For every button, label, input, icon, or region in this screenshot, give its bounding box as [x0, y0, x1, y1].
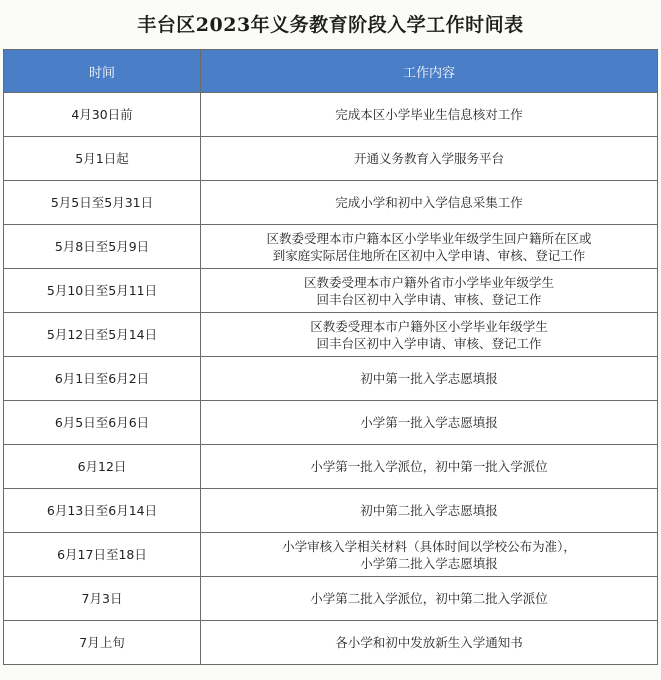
time-cell: 6月1日至6月2日: [4, 357, 201, 401]
table-row: [4, 137, 658, 181]
task-line: 回丰台区初中入学申请、审核、登记工作: [316, 335, 542, 351]
task-cell: [201, 357, 658, 401]
table-row: [4, 577, 658, 621]
table-body: [4, 93, 658, 665]
task-cell: [201, 577, 658, 621]
task-cell: [201, 313, 658, 357]
task-line: 小学第一批入学派位，初中第一批入学派位: [310, 459, 548, 474]
page-title: 丰台区2023年义务教育阶段入学工作时间表: [137, 14, 524, 36]
table-row: [4, 181, 658, 225]
task-cell: [201, 621, 658, 665]
column-header-task: 工作内容: [201, 50, 658, 93]
task-line: 完成本区小学毕业生信息核对工作: [335, 107, 523, 122]
task-cell: [201, 225, 658, 269]
task-line: 小学第二批入学志愿填报: [360, 555, 498, 571]
time-cell: 6月5日至6月6日: [4, 401, 201, 445]
task-line: 初中第一批入学志愿填报: [360, 371, 498, 386]
task-cell: [201, 533, 658, 577]
time-cell: 6月13日至6月14日: [4, 489, 201, 533]
task-line: 到家庭实际居住地所在区初中入学申请、审核、登记工作: [272, 247, 586, 263]
task-line: 小学第一批入学志愿填报: [360, 415, 498, 430]
column-header-time: 时间: [4, 50, 201, 93]
table-row: [4, 401, 658, 445]
time-cell: 5月1日起: [4, 137, 201, 181]
time-cell: 5月10日至5月11日: [4, 269, 201, 313]
task-cell: [201, 489, 658, 533]
task-cell: [201, 401, 658, 445]
time-cell: 6月12日: [4, 445, 201, 489]
task-cell: [201, 93, 658, 137]
task-line: 完成小学和初中入学信息采集工作: [335, 195, 523, 210]
task-line: 区教委受理本市户籍外区小学毕业年级学生: [310, 318, 548, 334]
table-row: [4, 93, 658, 137]
table-header-row: [4, 50, 658, 93]
table-row: [4, 313, 658, 357]
task-line: 初中第二批入学志愿填报: [360, 503, 498, 518]
task-line: 回丰台区初中入学申请、审核、登记工作: [316, 291, 542, 307]
task-cell: [201, 445, 658, 489]
task-line: 区教委受理本市户籍外省市小学毕业年级学生: [303, 274, 554, 290]
time-cell: 5月5日至5月31日: [4, 181, 201, 225]
table-row: [4, 269, 658, 313]
task-line: 各小学和初中发放新生入学通知书: [335, 635, 523, 650]
table-row: [4, 621, 658, 665]
task-line: 小学第二批入学派位，初中第二批入学派位: [310, 591, 548, 606]
table-row: [4, 357, 658, 401]
table-row: [4, 489, 658, 533]
task-line: 区教委受理本市户籍本区小学毕业年级学生回户籍所在区或: [266, 230, 592, 246]
schedule-table: [3, 49, 658, 665]
task-cell: [201, 137, 658, 181]
task-line: 开通义务教育入学服务平台: [353, 151, 504, 166]
time-cell: 5月8日至5月9日: [4, 225, 201, 269]
time-cell: 7月3日: [4, 577, 201, 621]
table-row: [4, 533, 658, 577]
task-cell: [201, 181, 658, 225]
table-row: [4, 225, 658, 269]
table-row: [4, 445, 658, 489]
time-cell: 6月17日至18日: [4, 533, 201, 577]
time-cell: 5月12日至5月14日: [4, 313, 201, 357]
task-line: 小学审核入学相关材料（具体时间以学校公布为准），: [282, 538, 576, 554]
time-cell: 7月上旬: [4, 621, 201, 665]
time-cell: 4月30日前: [4, 93, 201, 137]
task-cell: [201, 269, 658, 313]
